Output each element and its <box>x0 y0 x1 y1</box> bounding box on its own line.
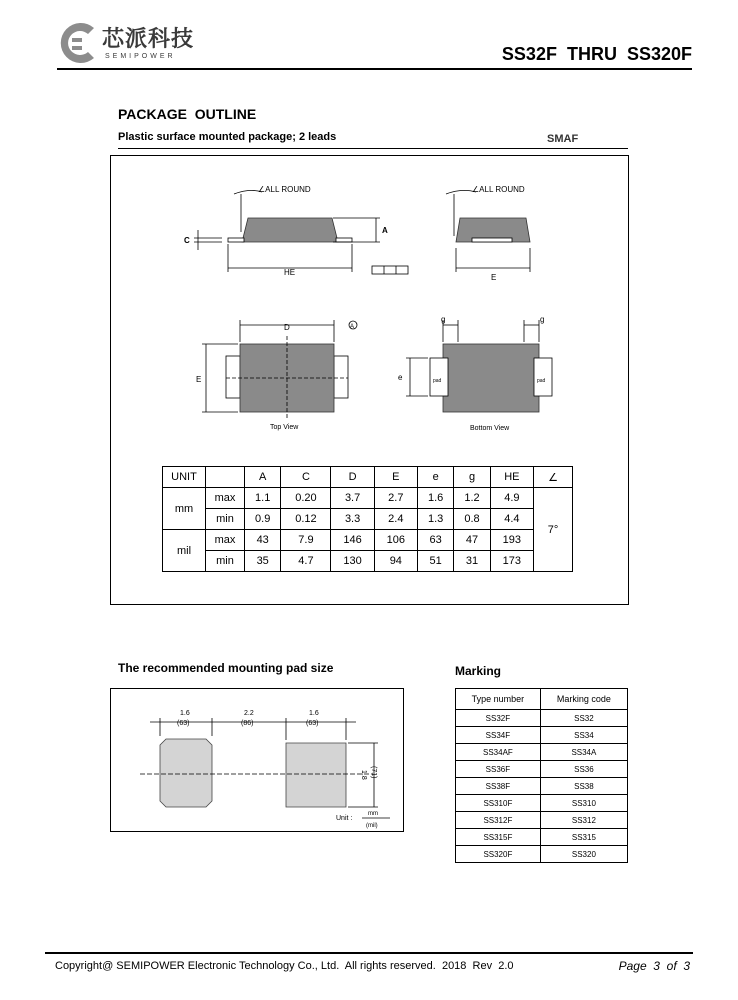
mounting-pad-right <box>286 743 346 807</box>
table-header: D <box>331 467 374 488</box>
table-row <box>456 812 628 829</box>
unit-mil-label: (mil) <box>366 823 378 829</box>
type-number: SS34F <box>456 727 541 744</box>
dim-label-c: C <box>184 236 190 245</box>
dim-label-a: A <box>382 226 388 235</box>
table-cell: 146 <box>331 530 374 551</box>
table-cell: 1.2 <box>454 488 490 509</box>
package-type: SMAF <box>547 133 579 145</box>
table-header: A <box>245 467 281 488</box>
type-number: SS36F <box>456 761 541 778</box>
table-cell: 0.8 <box>454 509 490 530</box>
logo-english-name: SEMIPOWER <box>105 53 176 60</box>
row-label: min <box>206 551 245 572</box>
table-header: e <box>417 467 453 488</box>
pad-height-mm: 1.8 <box>360 770 367 780</box>
table-row <box>456 846 628 863</box>
table-header: C <box>281 467 331 488</box>
type-number: SS310F <box>456 795 541 812</box>
bottom-view-pad-right <box>534 358 552 396</box>
angle-cell: 7° <box>534 488 573 572</box>
type-number: SS32F <box>456 710 541 727</box>
table-row <box>456 710 628 727</box>
table-row <box>456 727 628 744</box>
table-cell: 7.9 <box>281 530 331 551</box>
table-cell: 1.1 <box>245 488 281 509</box>
mounting-pad-left <box>160 739 212 807</box>
table-cell: 43 <box>245 530 281 551</box>
unit-label: Unit : <box>336 815 353 822</box>
side-view-lead-right <box>336 238 352 242</box>
marking-code: SS315 <box>540 829 627 846</box>
table-cell: 47 <box>454 530 490 551</box>
pad-gap-mil: (86) <box>241 720 254 727</box>
table-cell: 63 <box>417 530 453 551</box>
logo-chinese-name: 芯派科技 <box>102 27 195 52</box>
dim-label-g1: g <box>441 315 446 324</box>
type-number: SS312F <box>456 812 541 829</box>
bottom-view-body <box>443 344 539 412</box>
package-subtitle: Plastic surface mounted package; 2 leads <box>118 131 337 143</box>
table-row <box>456 744 628 761</box>
copyright-text: Copyright@ SEMIPOWER Electronic Technology Co., Ltd. All rights reserved. 2018 Rev 2.0 <box>55 960 514 972</box>
header-rule <box>57 68 692 70</box>
table-cell: 193 <box>490 530 533 551</box>
row-label: max <box>206 488 245 509</box>
table-cell: 94 <box>374 551 417 572</box>
table-cell: 31 <box>454 551 490 572</box>
type-number: SS320F <box>456 846 541 863</box>
bottom-view-label: Bottom View <box>470 425 510 432</box>
footer-rule <box>45 952 693 954</box>
subtitle-rule <box>118 148 628 149</box>
package-outline-title: PACKAGE OUTLINE <box>118 106 257 122</box>
dim-label-he: HE <box>284 268 296 277</box>
top-view-label: Top View <box>270 424 299 431</box>
table-row <box>163 509 573 530</box>
table-cell: 3.7 <box>331 488 374 509</box>
marking-code: SS312 <box>540 812 627 829</box>
pad-width-mil: (63) <box>177 720 190 727</box>
dim-label-e-top: E <box>196 375 202 384</box>
table-cell: 4.7 <box>281 551 331 572</box>
table-cell: 106 <box>374 530 417 551</box>
table-row <box>456 829 628 846</box>
all-round-label-1: ∠ALL ROUND <box>258 185 311 194</box>
table-header-row <box>163 467 573 488</box>
side-view-body <box>242 218 338 242</box>
table-cell: 51 <box>417 551 453 572</box>
marking-code: SS320 <box>540 846 627 863</box>
table-header: E <box>374 467 417 488</box>
all-round-label-2: ∠ALL ROUND <box>472 185 525 194</box>
table-header: ∠ <box>534 467 573 488</box>
table-header: UNIT <box>163 467 206 488</box>
dim-label-d-ref: A <box>350 324 355 330</box>
table-cell: 1.6 <box>417 488 453 509</box>
table-row <box>456 761 628 778</box>
marking-header-row <box>456 689 628 710</box>
marking-header: Type number <box>456 689 541 710</box>
bottom-view-pad-left <box>430 358 448 396</box>
marking-code: SS38 <box>540 778 627 795</box>
marking-header: Marking code <box>540 689 627 710</box>
marking-code: SS310 <box>540 795 627 812</box>
table-cell: 173 <box>490 551 533 572</box>
dimension-table <box>162 466 573 572</box>
table-cell: 0.12 <box>281 509 331 530</box>
type-number: SS315F <box>456 829 541 846</box>
pad-width-mm: 1.6 <box>180 710 190 717</box>
table-row <box>456 778 628 795</box>
unit-cell: mm <box>163 488 206 530</box>
pad-gap-mm: 2.2 <box>244 710 254 717</box>
dim-label-e-small: e <box>398 373 403 382</box>
table-header: HE <box>490 467 533 488</box>
row-label: min <box>206 509 245 530</box>
dim-label-d: D <box>284 323 290 332</box>
table-row <box>163 488 573 509</box>
pad-width2-mil: (63) <box>306 720 319 727</box>
side-view-lead-left <box>228 238 244 242</box>
table-cell: 2.4 <box>374 509 417 530</box>
table-row <box>456 795 628 812</box>
unit-mm-label: mm <box>368 811 378 817</box>
table-cell: 2.7 <box>374 488 417 509</box>
table-cell: 4.4 <box>490 509 533 530</box>
pad-width2-mm: 1.6 <box>309 710 319 717</box>
page-number: Page 3 of 3 <box>618 959 690 973</box>
table-cell: 1.3 <box>417 509 453 530</box>
marking-title: Marking <box>455 664 502 678</box>
logo-mark-icon <box>58 20 100 66</box>
table-header <box>206 467 245 488</box>
marking-code: SS34A <box>540 744 627 761</box>
company-logo <box>58 20 208 68</box>
table-cell: 35 <box>245 551 281 572</box>
table-row <box>163 551 573 572</box>
mounting-pad-title: The recommended mounting pad size <box>118 661 334 675</box>
package-drawing <box>110 170 629 460</box>
type-number: SS34AF <box>456 744 541 761</box>
document-title: SS32F THRU SS320F <box>501 44 692 64</box>
type-number: SS38F <box>456 778 541 795</box>
table-cell: 130 <box>331 551 374 572</box>
table-cell: 0.9 <box>245 509 281 530</box>
top-view-lead-right <box>334 356 348 398</box>
marking-code: SS34 <box>540 727 627 744</box>
top-view-lead-left <box>226 356 240 398</box>
table-header: g <box>454 467 490 488</box>
dim-label-e-side: E <box>491 273 497 282</box>
pad-label-1: pad <box>433 378 442 384</box>
marking-table <box>455 688 628 863</box>
pad-height-mil: (71) <box>370 766 377 779</box>
marking-code: SS36 <box>540 761 627 778</box>
pad-label-2: pad <box>537 378 546 384</box>
marking-code: SS32 <box>540 710 627 727</box>
table-cell: 3.3 <box>331 509 374 530</box>
table-cell: 4.9 <box>490 488 533 509</box>
table-cell: 0.20 <box>281 488 331 509</box>
unit-cell: mil <box>163 530 206 572</box>
table-row <box>163 530 573 551</box>
row-label: max <box>206 530 245 551</box>
mounting-pad-drawing <box>110 688 404 832</box>
dim-label-g2: g <box>540 315 545 324</box>
